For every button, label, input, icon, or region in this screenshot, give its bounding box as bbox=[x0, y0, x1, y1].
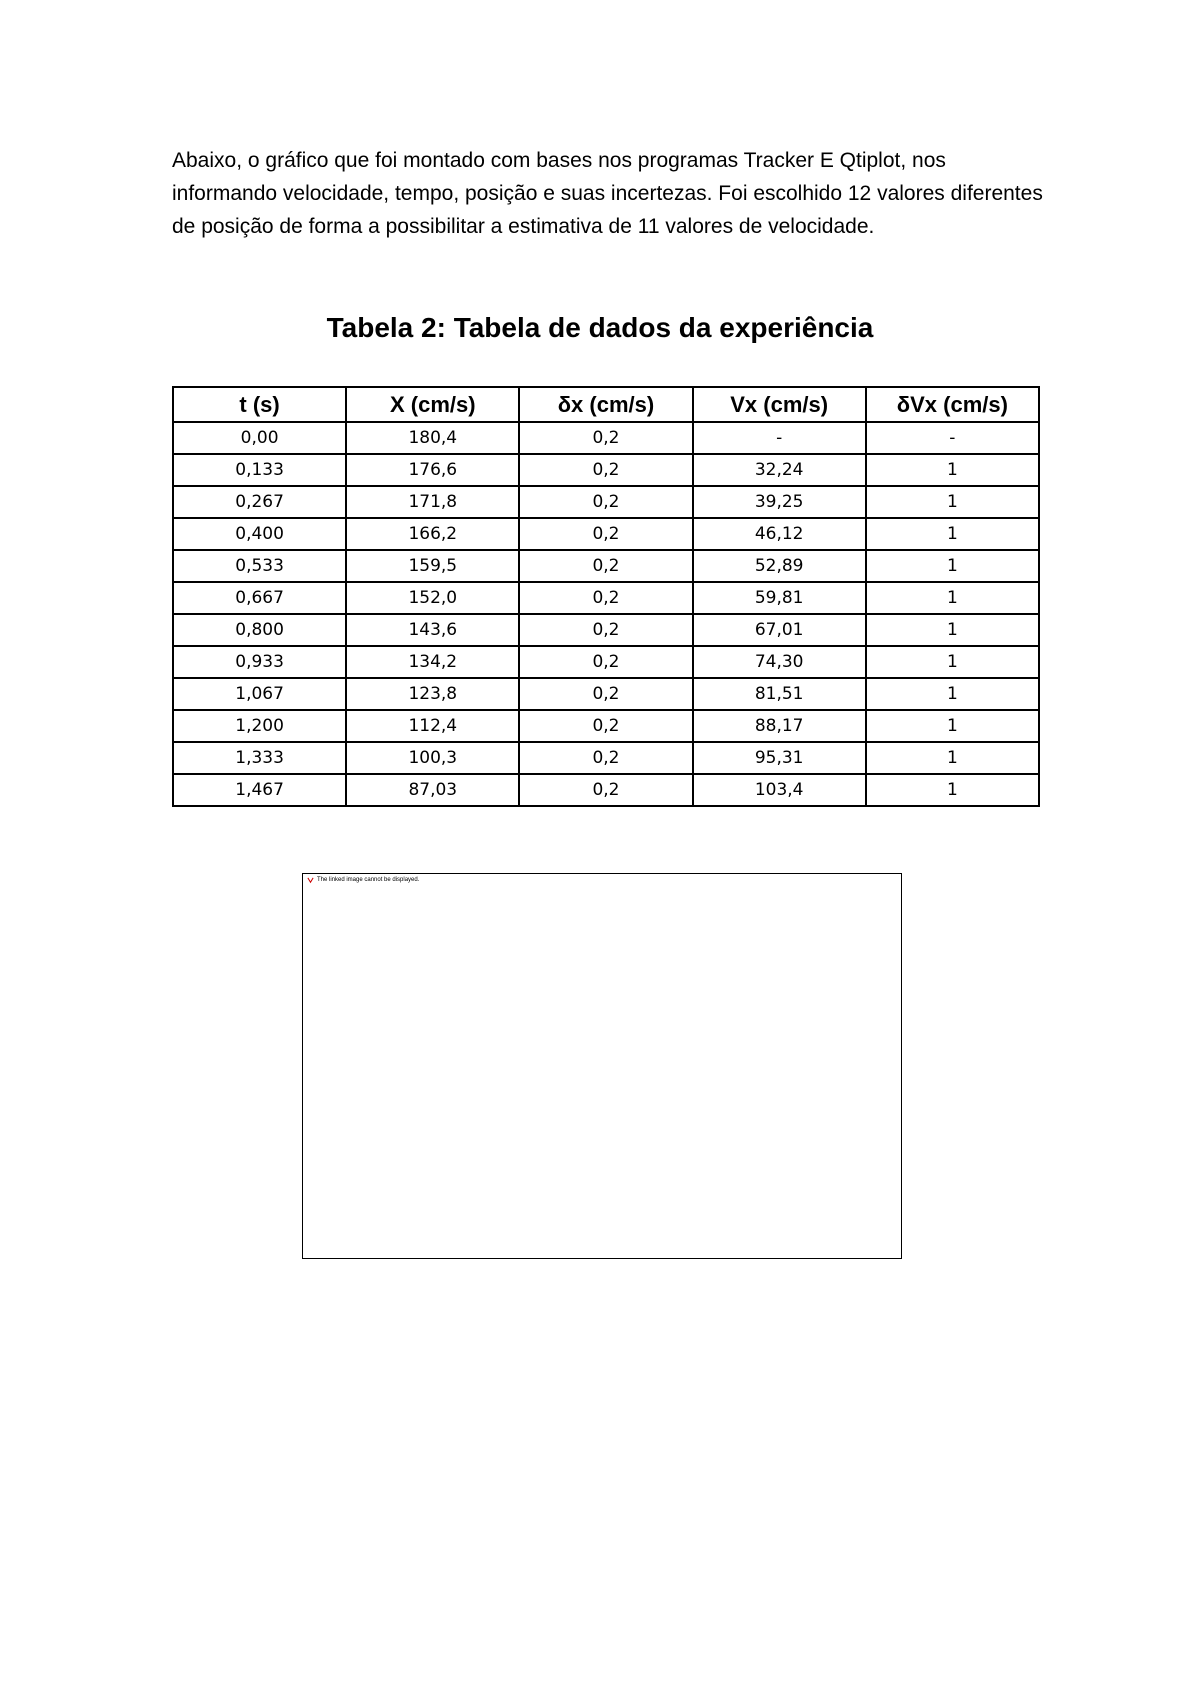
header-t: t (s) bbox=[173, 387, 346, 422]
cell-x: 87,03 bbox=[346, 774, 519, 806]
cell-dx: 0,2 bbox=[519, 678, 692, 710]
cell-vx: 52,89 bbox=[693, 550, 866, 582]
table-row bbox=[173, 774, 1039, 806]
header-dx: δx (cm/s) bbox=[519, 387, 692, 422]
data-table bbox=[172, 386, 1040, 807]
cell-dvx: 1 bbox=[866, 518, 1039, 550]
intro-paragraph: Abaixo, o gráfico que foi montado com bases nos programas Tracker E Qtiplot, nos informando velocidade, tempo, posição e suas incertezas. Foi escolhido 12 valores diferentes de posição de forma a possibilitar a estimativa de 11 valores de velocidade. bbox=[172, 149, 1043, 238]
cell-dx: 0,2 bbox=[519, 710, 692, 742]
cell-x: 143,6 bbox=[346, 614, 519, 646]
cell-dvx: 1 bbox=[866, 454, 1039, 486]
cell-dvx: 1 bbox=[866, 582, 1039, 614]
cell-vx: 46,12 bbox=[693, 518, 866, 550]
cell-dvx: 1 bbox=[866, 486, 1039, 518]
table-header-row bbox=[173, 387, 1039, 422]
cell-t: 1,467 bbox=[173, 774, 346, 806]
cell-dx: 0,2 bbox=[519, 518, 692, 550]
cell-dvx: 1 bbox=[866, 614, 1039, 646]
cell-t: 0,667 bbox=[173, 582, 346, 614]
broken-image-icon bbox=[307, 877, 314, 884]
table-row bbox=[173, 454, 1039, 486]
cell-x: 166,2 bbox=[346, 518, 519, 550]
cell-x: 112,4 bbox=[346, 710, 519, 742]
header-x: X (cm/s) bbox=[346, 387, 519, 422]
table-row bbox=[173, 518, 1039, 550]
table-body bbox=[173, 422, 1039, 806]
table-row bbox=[173, 614, 1039, 646]
cell-dvx: - bbox=[866, 422, 1039, 454]
cell-vx: 39,25 bbox=[693, 486, 866, 518]
cell-x: 100,3 bbox=[346, 742, 519, 774]
cell-t: 0,133 bbox=[173, 454, 346, 486]
cell-dx: 0,2 bbox=[519, 550, 692, 582]
cell-t: 0,800 bbox=[173, 614, 346, 646]
cell-t: 0,400 bbox=[173, 518, 346, 550]
table-row bbox=[173, 486, 1039, 518]
cell-dvx: 1 bbox=[866, 774, 1039, 806]
cell-x: 159,5 bbox=[346, 550, 519, 582]
cell-t: 0,267 bbox=[173, 486, 346, 518]
cell-vx: 103,4 bbox=[693, 774, 866, 806]
table-row bbox=[173, 646, 1039, 678]
graph-image-frame bbox=[302, 873, 902, 1259]
header-vx: Vx (cm/s) bbox=[693, 387, 866, 422]
cell-vx: 32,24 bbox=[693, 454, 866, 486]
cell-x: 180,4 bbox=[346, 422, 519, 454]
cell-t: 0,933 bbox=[173, 646, 346, 678]
header-dvx: δVx (cm/s) bbox=[866, 387, 1039, 422]
cell-dx: 0,2 bbox=[519, 422, 692, 454]
cell-x: 171,8 bbox=[346, 486, 519, 518]
cell-dx: 0,2 bbox=[519, 742, 692, 774]
cell-t: 0,00 bbox=[173, 422, 346, 454]
cell-vx: 59,81 bbox=[693, 582, 866, 614]
cell-dx: 0,2 bbox=[519, 486, 692, 518]
cell-vx: - bbox=[693, 422, 866, 454]
table-row bbox=[173, 422, 1039, 454]
cell-dvx: 1 bbox=[866, 646, 1039, 678]
cell-vx: 81,51 bbox=[693, 678, 866, 710]
table-row bbox=[173, 742, 1039, 774]
cell-dx: 0,2 bbox=[519, 454, 692, 486]
cell-t: 1,067 bbox=[173, 678, 346, 710]
cell-t: 1,333 bbox=[173, 742, 346, 774]
cell-vx: 88,17 bbox=[693, 710, 866, 742]
cell-dvx: 1 bbox=[866, 742, 1039, 774]
cell-dvx: 1 bbox=[866, 710, 1039, 742]
cell-dx: 0,2 bbox=[519, 774, 692, 806]
cell-vx: 74,30 bbox=[693, 646, 866, 678]
cell-dx: 0,2 bbox=[519, 582, 692, 614]
cell-x: 123,8 bbox=[346, 678, 519, 710]
table-title: Tabela 2: Tabela de dados da experiência bbox=[326, 312, 874, 343]
cell-x: 152,0 bbox=[346, 582, 519, 614]
cell-vx: 67,01 bbox=[693, 614, 866, 646]
cell-dx: 0,2 bbox=[519, 614, 692, 646]
cell-t: 0,533 bbox=[173, 550, 346, 582]
broken-image-text: The linked image cannot be displayed. bbox=[317, 877, 420, 883]
table-row bbox=[173, 582, 1039, 614]
table-row bbox=[173, 710, 1039, 742]
cell-x: 134,2 bbox=[346, 646, 519, 678]
cell-dx: 0,2 bbox=[519, 646, 692, 678]
cell-dvx: 1 bbox=[866, 550, 1039, 582]
cell-x: 176,6 bbox=[346, 454, 519, 486]
cell-vx: 95,31 bbox=[693, 742, 866, 774]
table-row bbox=[173, 550, 1039, 582]
cell-dvx: 1 bbox=[866, 678, 1039, 710]
cell-t: 1,200 bbox=[173, 710, 346, 742]
table-row bbox=[173, 678, 1039, 710]
broken-image-notice bbox=[307, 876, 419, 884]
